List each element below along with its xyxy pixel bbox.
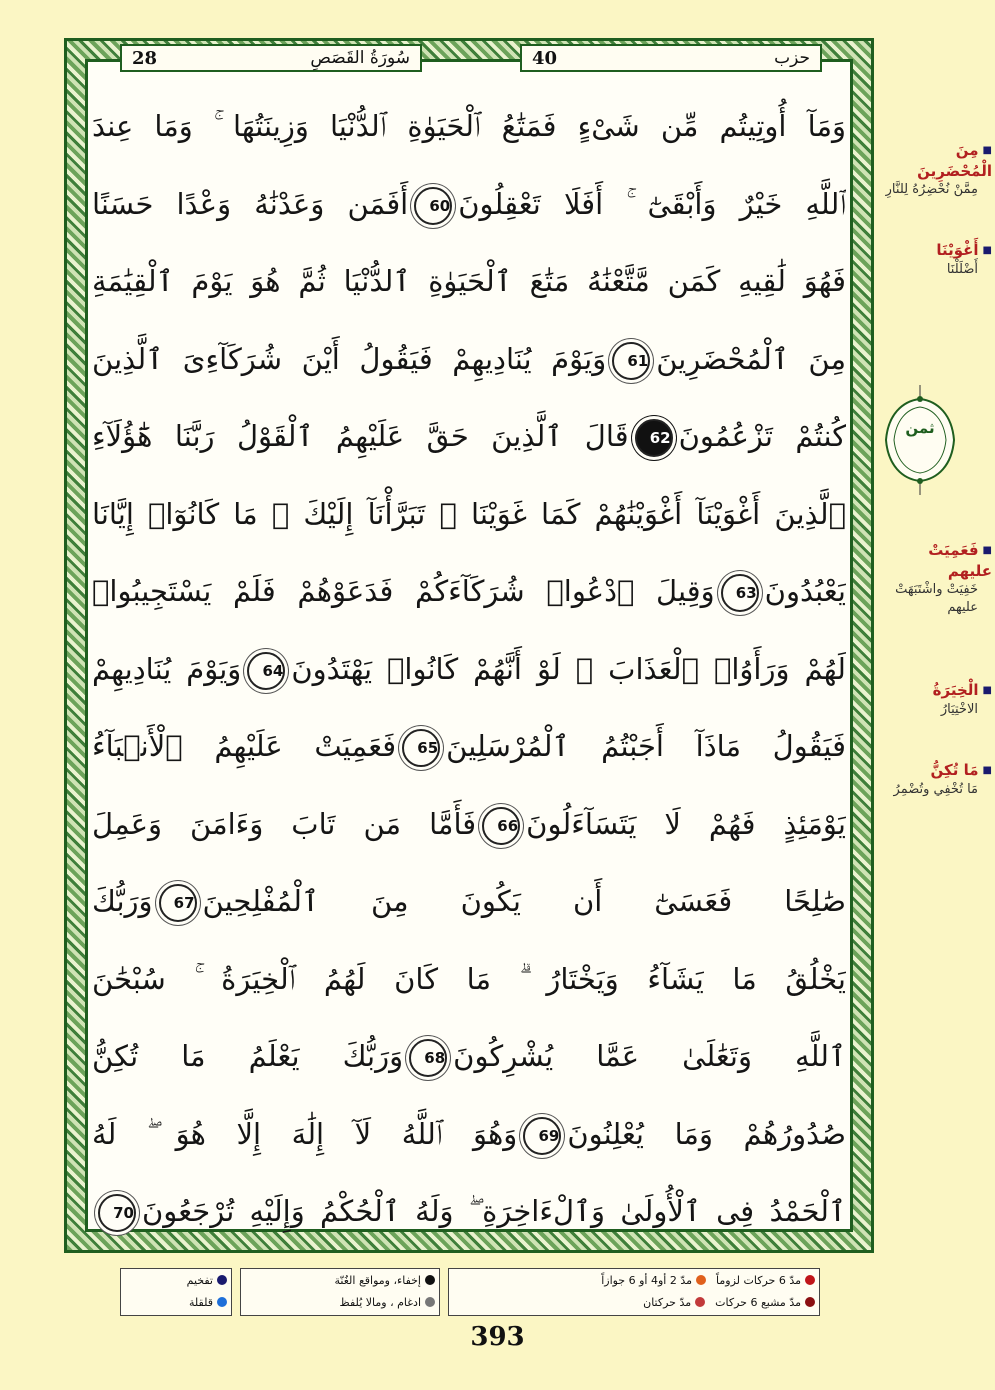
- text-line: [92, 176, 846, 232]
- ayah-number-marker: 61: [612, 342, 650, 380]
- text-line: [92, 331, 846, 387]
- legend-item: [241, 1269, 439, 1291]
- line-text: ٱلْحَمْدُ فِى ٱلْأُولَىٰ وَٱلْءَاخِرَةِ ۖ وَلَهُ ٱلْحُكْمُ وَإِلَيْهِ تُرْجَعُونَ: [142, 1194, 846, 1228]
- legend-item: [121, 1269, 231, 1291]
- legend-row: [449, 1269, 819, 1291]
- note-term: ■ أَغْوَيْنَا: [880, 240, 992, 261]
- legend-dot: [217, 1275, 227, 1285]
- legend-label: مدّ 6 حركات لزوماً: [716, 1273, 801, 1287]
- line-text-after: فَعَمِيَتْ عَلَيْهِمُ ٱلْأَنۢبَآءُ: [92, 729, 397, 763]
- legend-row: [449, 1291, 819, 1313]
- line-text: ٱللَّهِ وَتَعَٰلَىٰ عَمَّا يُشْرِكُونَ: [453, 1039, 846, 1073]
- ayah-number-marker: 70: [98, 1194, 136, 1232]
- legend-dot: [695, 1297, 705, 1307]
- legend-item: [715, 1296, 815, 1309]
- margin-note: [880, 240, 992, 279]
- line-text-after: وَيَوْمَ يُنَادِيهِمْ فَيَقُولُ أَيْنَ شُرَكَآءِىَ ٱلَّذِينَ: [92, 341, 607, 376]
- line-text-after: وَيَوْمَ يُنَادِيهِمْ: [92, 651, 242, 686]
- line-text: وَمَآ أُوتِيتُم مِّن شَىْءٍ فَمَتَٰعُ ٱلْحَيَوٰةِ ٱلدُّنْيَا وَزِينَتُهَا ۚ وَمَا عِندَ: [92, 109, 846, 143]
- ayah-number-marker: 64: [247, 652, 285, 690]
- line-text-after: قَالَ ٱلَّذِينَ حَقَّ عَلَيْهِمُ ٱلْقَوْلُ رَبَّنَا هَٰٓؤُلَآءِ: [92, 419, 629, 453]
- legend-item: [241, 1291, 439, 1313]
- text-line: [92, 1106, 846, 1162]
- text-line: [92, 486, 846, 542]
- quran-text: [92, 90, 846, 1250]
- legend-label: ادغام ، ومالا يُلفظ: [339, 1295, 421, 1309]
- legend-dot: [805, 1297, 815, 1307]
- legend-item: [643, 1296, 705, 1309]
- line-text: ٱلَّذِينَ أَغْوَيْنَآ أَغْوَيْنَٰهُمْ كَمَا غَوَيْنَا ۖ تَبَرَّأْنَآ إِلَيْكَ ۖ مَا كَانُوٓا۟ إِيَّانَا: [92, 496, 846, 531]
- text-line: [92, 796, 846, 852]
- ayah-number-marker: 62: [635, 419, 673, 457]
- line-text: كُنتُمْ تَزْعُمُونَ: [678, 419, 846, 453]
- text-line: [92, 718, 846, 774]
- text-line: [92, 1183, 846, 1239]
- legend-dot: [425, 1297, 435, 1307]
- line-text-after: وَهُوَ ٱللَّهُ لَآ إِلَٰهَ إِلَّا هُوَ ۖ لَهُ: [92, 1116, 518, 1151]
- line-text-after: فَأَمَّا مَن تَابَ وَءَامَنَ وَعَمِلَ: [92, 806, 477, 841]
- legend-label: قلقلة: [188, 1295, 213, 1309]
- ayah-number-marker: 68: [409, 1039, 447, 1077]
- hizb-label: حزب: [774, 48, 810, 68]
- margin-note: [880, 140, 992, 199]
- line-text: ٱللَّهِ خَيْرٌ وَأَبْقَىٰٓ ۚ أَفَلَا تَعْقِلُونَ: [458, 186, 846, 221]
- surah-header: [120, 44, 422, 72]
- text-line: [92, 641, 846, 697]
- text-line: [92, 1028, 846, 1084]
- line-text: لَهُمْ وَرَأَوُا۟ ٱلْعَذَابَ ۚ لَوْ أَنَّهُمْ كَانُوا۟ يَهْتَدُونَ: [291, 651, 846, 686]
- note-definition: الاخْتِيَارُ: [940, 701, 978, 717]
- ayah-number-marker: 60: [414, 187, 452, 225]
- legend-dot: [217, 1297, 227, 1307]
- text-line: [92, 873, 846, 929]
- hizb-ornament-label: ثمن: [905, 419, 935, 437]
- note-term: ■ فَعَمِيَتْ عليهم: [880, 540, 992, 581]
- line-text: مِنَ ٱلْمُحْضَرِينَ: [656, 341, 846, 376]
- legend-right: [448, 1268, 820, 1316]
- legend-item: [601, 1274, 706, 1287]
- line-text: صَٰلِحًا فَعَسَىٰٓ أَن يَكُونَ مِنَ ٱلْمُفْلِحِينَ: [202, 884, 846, 918]
- text-line: [92, 253, 846, 309]
- legend-label: تفخيم: [186, 1273, 213, 1287]
- line-text-after: وَقِيلَ ٱدْعُوا۟ شُرَكَآءَكُمْ فَدَعَوْهُمْ فَلَمْ يَسْتَجِيبُوا۟: [92, 574, 715, 608]
- hizb-number: 40: [532, 47, 558, 69]
- page-number: 393: [470, 1322, 525, 1352]
- note-definition: خَفِيَتْ واشْتَبَهَتْ عليهم: [895, 581, 978, 615]
- text-line: [92, 563, 846, 619]
- text-line: [92, 951, 846, 1007]
- ayah-number-marker: 65: [402, 729, 440, 767]
- line-text-after: أَفَمَن وَعَدْنَٰهُ وَعْدًا حَسَنًا: [92, 186, 409, 221]
- legend-label: مدّ مشبع 6 حركات: [715, 1295, 801, 1309]
- legend-left: [120, 1268, 232, 1316]
- ayah-number-marker: 63: [721, 574, 759, 612]
- surah-name: سُورَةُ القَصَصِ: [310, 48, 410, 68]
- line-text: يَخْلُقُ مَا يَشَآءُ وَيَخْتَارُ ۗ مَا كَانَ لَهُمُ ٱلْخِيَرَةُ ۚ سُبْحَٰنَ: [92, 961, 846, 996]
- note-term: ■ مِنَ الْمُحْضَرِينَ: [880, 140, 992, 181]
- hizb-ornament: [878, 385, 962, 495]
- line-text: يَوْمَئِذٍ فَهُمْ لَا يَتَسَآءَلُونَ: [526, 806, 846, 841]
- note-definition: مَا تُخْفِي وتُضْمِرُ: [893, 781, 978, 797]
- legend-item: [716, 1274, 815, 1287]
- surah-number: 28: [132, 47, 158, 69]
- text-line: [92, 408, 846, 464]
- line-text-after: وَرَبُّكَ يَعْلَمُ مَا تُكِنُّ: [92, 1039, 404, 1073]
- ayah-number-marker: 66: [482, 807, 520, 845]
- margin-note: [880, 760, 992, 799]
- ayah-number-marker: 69: [523, 1117, 561, 1155]
- legend-dot: [425, 1275, 435, 1285]
- line-text: صُدُورُهُمْ وَمَا يُعْلِنُونَ: [567, 1116, 846, 1151]
- legend-label: مدّ حركتان: [643, 1295, 692, 1309]
- ayah-number-marker: 67: [159, 884, 197, 922]
- legend-item: [121, 1291, 231, 1313]
- line-text: فَيَقُولُ مَاذَآ أَجَبْتُمُ ٱلْمُرْسَلِينَ: [446, 729, 846, 763]
- margin-note: [880, 540, 992, 617]
- hizb-header: [520, 44, 822, 72]
- legend-label: إخفاء، ومواقع الغُنّة: [334, 1273, 421, 1287]
- note-definition: مِمَّنْ نُحْضِرُهُ لِلنَّارِ: [885, 181, 978, 197]
- text-line: [92, 98, 846, 154]
- note-term: ■ الْخِيَرَةُ: [880, 680, 992, 701]
- margin-note: [880, 680, 992, 719]
- note-term: ■ مَا تُكِنُّ: [880, 760, 992, 781]
- hizb-ornament-icon: [878, 385, 962, 495]
- legend-label: مدّ 2 أو4 أو 6 جوازاً: [601, 1273, 693, 1287]
- note-definition: أَضْلَلْنَا: [946, 261, 978, 277]
- line-text: يَعْبُدُونَ: [764, 574, 846, 608]
- legend-dot: [805, 1275, 815, 1285]
- legend-middle: [240, 1268, 440, 1316]
- line-text: فَهُوَ لَٰقِيهِ كَمَن مَّتَّعْنَٰهُ مَتَٰعَ ٱلْحَيَوٰةِ ٱلدُّنْيَا ثُمَّ هُوَ يَوْمَ ٱلْقِيَٰمَةِ: [92, 264, 846, 298]
- legend-dot: [696, 1275, 706, 1285]
- line-text-after: وَرَبُّكَ: [92, 884, 153, 918]
